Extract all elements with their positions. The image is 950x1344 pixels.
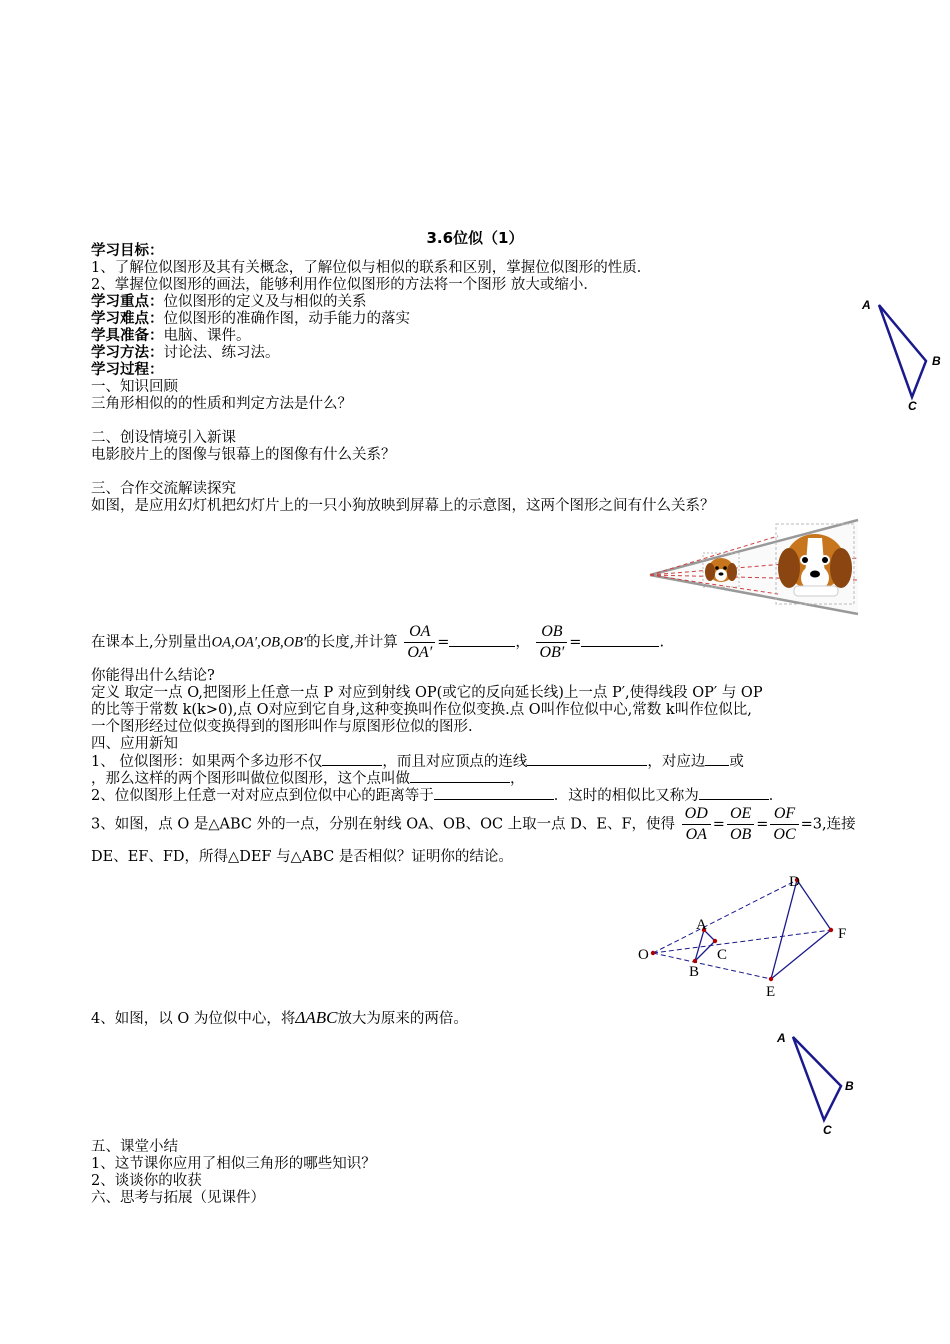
label-f: F	[838, 926, 847, 942]
app-3-line: 3、如图，点 O 是△ABC 外的一点，分别在射线 OA、OB、OC 上取一点 D、E、F，使得 $\frac{OD}{OA}$ = $\frac{OE}{OB}$ = $\frac{OF}{OC}$ =3,连接	[91, 805, 856, 843]
section-3-question: 如图，是应用幻灯机把幻灯片上的一只小狗放映到屏幕上的示意图，这两个图形之间有什么关系？	[91, 498, 715, 514]
label-d: D	[789, 874, 800, 890]
blank-5[interactable]	[705, 751, 729, 766]
blank-7[interactable]	[434, 785, 554, 800]
app-2-pre: 2、位似图形上任意一对对应点到位似中心的距离等于	[91, 788, 434, 804]
goals-heading: 学习目标：	[91, 243, 164, 259]
fraction-oa: $\frac{OA}{OA'}$	[404, 622, 435, 663]
summary-1: 1、这节课你应用了相似三角形的哪些知识？	[91, 1156, 376, 1172]
blank-4[interactable]	[527, 751, 647, 766]
measure-vars: OA,OA′,OB,OB′	[211, 634, 307, 651]
diff-text: 位似图形的准确作图，动手能力的落实	[163, 311, 410, 327]
app-1-mid: ，而且对应顶点的连线	[382, 754, 528, 770]
section-2-question: 电影胶片上的图像与银幕上的图像有什么关系？	[91, 447, 396, 463]
tools-label: 学具准备：	[91, 328, 164, 344]
app-3-line-2: DE、EF、FD，所得△DEF 与△ABC 是否相似？证明你的结论。	[91, 849, 513, 865]
difficulties	[91, 311, 410, 328]
process-heading: 学习过程：	[91, 362, 164, 378]
app-2-line	[91, 785, 783, 805]
label-a2: A	[696, 917, 707, 933]
app-1-end: 或	[729, 754, 744, 770]
conclusion-question: 你能得出什么结论?	[91, 668, 215, 684]
method-text: 讨论法、练习法。	[163, 345, 280, 361]
label-b3: B	[845, 1079, 854, 1093]
tools-text: 电脑、课件。	[163, 328, 251, 344]
definition-line-1: 定义 取定一点 O,把图形上任意一点 P 对应到射线 OP(或它的反向延长线)上一点 P′,使得线段 OP′ 与 OP	[91, 685, 763, 701]
measure-line: 在课本上,分别量出OA,OA′,OB,OB′的长度,并计算 $\frac{OA}{OA'}$ = ， $\frac{OB}{OB'}$ = .	[91, 623, 665, 661]
label-a: A	[862, 298, 871, 312]
blank-8[interactable]	[699, 785, 769, 800]
blank-6[interactable]	[410, 768, 510, 783]
app-1b-end: ，	[510, 771, 525, 787]
section-1-question: 三角形相似的的性质和判定方法是什么？	[91, 396, 352, 412]
key-text: 位似图形的定义及与相似的关系	[163, 294, 367, 310]
measure-mid: 的长度,并计算	[306, 634, 398, 651]
label-c: C	[908, 399, 917, 410]
goal-1: 1、了解位似图形及其有关概念，了解位似与相似的联系和区别，掌握位似图形的性质．	[91, 260, 652, 276]
ratio-value: =3	[800, 816, 823, 833]
app-3-pre: 3、如图，点 O 是△ABC 外的一点，分别在射线 OA、OB、OC 上取一点 D、E、F，使得	[91, 816, 676, 833]
label-b: B	[932, 354, 941, 368]
triangle-figure-top	[860, 295, 945, 410]
app-4-pre: 4、如图，以 O 为位似中心，将	[91, 1011, 296, 1027]
section-1-heading: 一、知识回顾	[91, 379, 178, 395]
triangle-abc: ΔABC	[295, 1008, 338, 1027]
section-3-heading: 三、合作交流解读探究	[91, 481, 236, 497]
section-5-heading: 五、课堂小结	[91, 1139, 178, 1155]
fraction-ob: $\frac{OB}{OB'}$	[536, 622, 567, 663]
tools	[91, 328, 251, 345]
goal-2: 2、掌握位似图形的画法，能够利用作位似图形的方法将一个图形 放大或缩小．	[91, 277, 598, 293]
label-o: O	[638, 947, 649, 963]
app-1b-pre: ，那么这样的两个图形叫做位似图形，这个点叫做	[91, 771, 410, 787]
page-title: 3.6位似（1）	[426, 229, 524, 247]
fraction-of-oc: $\frac{OF}{OC}$	[770, 804, 798, 845]
app-1-mid2: ，对应边	[647, 754, 706, 770]
methods	[91, 345, 280, 362]
app-4-line	[91, 1009, 468, 1028]
blank-2[interactable]	[581, 632, 659, 647]
blank-3[interactable]	[322, 751, 382, 766]
app-2-mid: ．这时的相似比又称为	[553, 788, 699, 804]
homothety-figure	[635, 868, 860, 1003]
label-c3: C	[823, 1123, 832, 1137]
app-3-end: ,连接	[822, 816, 856, 833]
triangle-figure-bottom	[775, 1028, 860, 1138]
label-a3: A	[777, 1031, 786, 1045]
app-4-end: 放大为原来的两倍。	[337, 1011, 468, 1027]
section-2-heading: 二、创设情境引入新课	[91, 430, 236, 446]
definition-line-2: 的比等于常数 k(k>0),点 O对应到它自身,这种变换叫作位似变换.点 O叫作位似中心,常数 k叫作位似比,	[91, 702, 752, 718]
label-e: E	[766, 984, 776, 1000]
diff-label: 学习难点：	[91, 311, 164, 327]
section-4-heading: 四、应用新知	[91, 736, 178, 752]
app-2-end: ．	[768, 788, 784, 804]
definition-line-3: 一个图形经过位似变换得到的图形叫作与原图形位似的图形.	[91, 719, 473, 735]
method-label: 学习方法：	[91, 345, 164, 361]
key-label: 学习重点：	[91, 294, 164, 310]
summary-2: 2、谈谈你的收获	[91, 1173, 202, 1189]
section-6-heading: 六、思考与拓展（见课件）	[91, 1190, 265, 1206]
app-1-pre: 1、 位似图形：如果两个多边形不仅	[91, 754, 323, 770]
measure-pre: 在课本上,分别量出	[91, 634, 212, 651]
blank-1[interactable]	[449, 632, 515, 647]
key-points	[91, 294, 367, 311]
label-c2: C	[717, 947, 728, 963]
label-b2: B	[689, 964, 700, 980]
fraction-od-oa: $\frac{OD}{OA}$	[682, 804, 711, 845]
fraction-oe-ob: $\frac{OE}{OB}$	[727, 804, 754, 845]
projector-dog-figure	[648, 518, 860, 618]
